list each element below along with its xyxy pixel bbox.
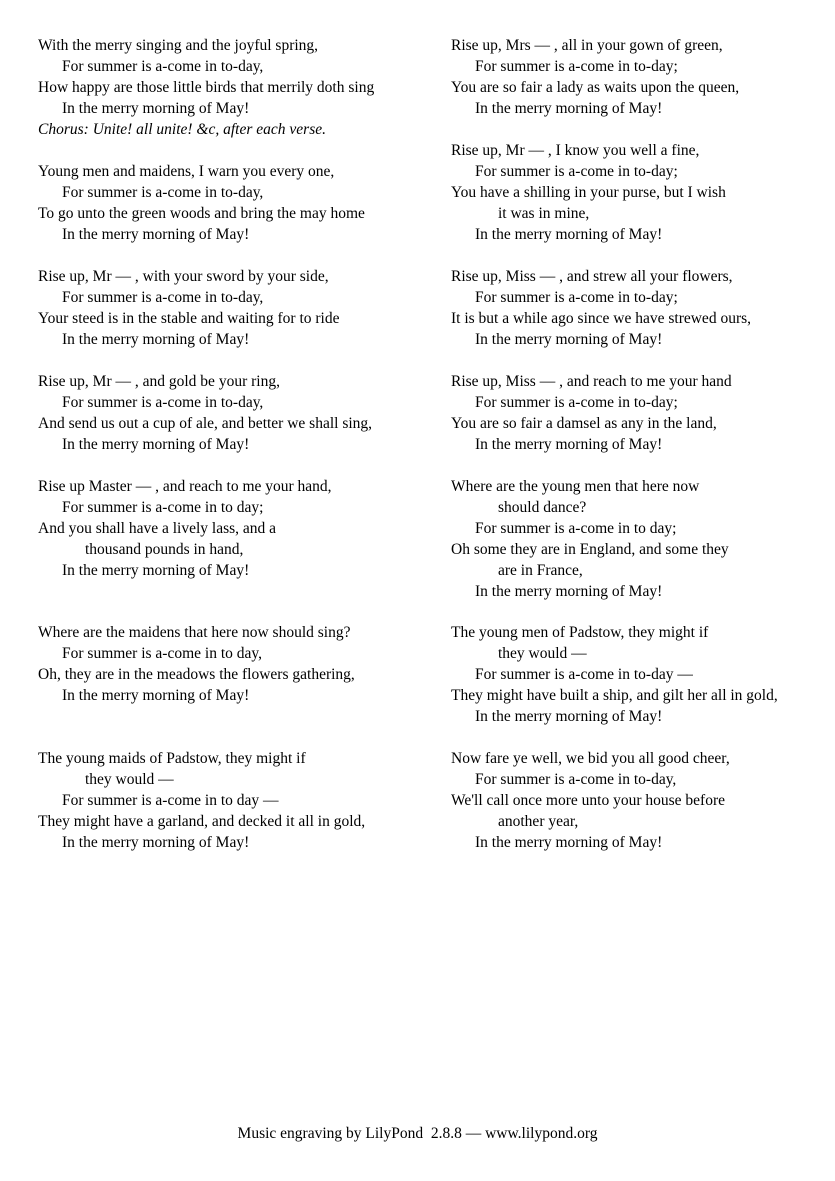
verse-line: In the merry morning of May! — [62, 687, 250, 704]
verse — [38, 371, 372, 455]
verse — [451, 622, 778, 727]
verse-line: For summer is a-come in to-day, — [62, 394, 264, 411]
verse-line: In the merry morning of May! — [475, 436, 663, 453]
verse-line: For summer is a-come in to-day; — [475, 289, 678, 306]
verse-line: Rise up, Miss — , and strew all your flowers, — [451, 268, 733, 285]
verse-line: Young men and maidens, I warn you every one, — [38, 163, 335, 180]
verse — [451, 140, 726, 245]
verse-line: In the merry morning of May! — [475, 226, 663, 243]
verse — [451, 476, 729, 602]
verse-line: For summer is a-come in to-day, — [475, 771, 677, 788]
verse-line: In the merry morning of May! — [475, 100, 663, 117]
verse — [451, 748, 730, 853]
verse-line: And you shall have a lively lass, and a — [38, 520, 277, 537]
verse-line: Rise up, Mr — , I know you well a fine, — [451, 142, 700, 159]
verse-line: should dance? — [498, 499, 587, 516]
verse-line: Rise up Master — , and reach to me your hand, — [38, 478, 332, 495]
verse-line: For summer is a-come in to-day, — [62, 289, 264, 306]
verse-line: another year, — [498, 813, 579, 830]
verse-line: it was in mine, — [498, 205, 590, 222]
verse — [38, 476, 332, 581]
verse — [38, 161, 365, 245]
verse-line: In the merry morning of May! — [475, 331, 663, 348]
verse-line: They might have a garland, and decked it all in gold, — [38, 813, 366, 830]
verse-line: In the merry morning of May! — [62, 331, 250, 348]
verse-line: How happy are those little birds that merrily doth sing — [38, 79, 375, 96]
verse — [38, 748, 365, 853]
verse-line: For summer is a-come in to day — — [62, 792, 279, 809]
verse-line: Oh some they are in England, and some they — [451, 541, 729, 558]
verse-line: In the merry morning of May! — [475, 583, 663, 600]
verse-line: are in France, — [498, 562, 583, 579]
verse-line: Now fare ye well, we bid you all good cheer, — [451, 750, 730, 767]
verse-line: they would — — [498, 645, 587, 662]
verse-line: The young maids of Padstow, they might if — [38, 750, 306, 767]
verse-line: Rise up, Mrs — , all in your gown of green, — [451, 37, 723, 54]
verse-line: And send us out a cup of ale, and better we shall sing, — [38, 415, 373, 432]
verse-line: Where are the young men that here now — [451, 478, 700, 495]
verse-line: For summer is a-come in to-day — — [475, 666, 693, 683]
verse-line: It is but a while ago since we have strewed ours, — [451, 310, 752, 327]
verse — [451, 35, 739, 119]
verse-line: Rise up, Mr — , with your sword by your side, — [38, 268, 329, 285]
verse — [38, 35, 374, 140]
verse-line: In the merry morning of May! — [62, 100, 250, 117]
verse-line: For summer is a-come in to-day; — [475, 394, 678, 411]
verse-line: For summer is a-come in to-day, — [62, 58, 264, 75]
verse-line: Oh, they are in the meadows the flowers gathering, — [38, 666, 355, 683]
verse-line: In the merry morning of May! — [475, 834, 663, 851]
verse-line: In the merry morning of May! — [62, 834, 250, 851]
chorus-note-line: Chorus: Unite! all unite! &c, after each verse. — [38, 121, 326, 138]
verse-line: In the merry morning of May! — [62, 436, 250, 453]
verse-line: Where are the maidens that here now should sing? — [38, 624, 351, 641]
verse — [38, 266, 340, 350]
verse-line: They might have built a ship, and gilt her all in gold, — [451, 687, 778, 704]
engraving-credit: Music engraving by LilyPond 2.8.8 — www.lilypond.org — [237, 1125, 598, 1142]
verse-line: You have a shilling in your purse, but I wish — [451, 184, 726, 201]
verse-line: Rise up, Miss — , and reach to me your hand — [451, 373, 732, 390]
verse-line: For summer is a-come in to day, — [62, 645, 263, 662]
verse-line: For summer is a-come in to-day; — [475, 163, 678, 180]
verse — [38, 622, 355, 706]
verse-line: they would — — [85, 771, 174, 788]
verse-line: With the merry singing and the joyful spring, — [38, 37, 319, 54]
verse-line: Your steed is in the stable and waiting for to ride — [38, 310, 340, 327]
verse-line: Rise up, Mr — , and gold be your ring, — [38, 373, 280, 390]
verse-line: For summer is a-come in to-day; — [475, 58, 678, 75]
verse-line: For summer is a-come in to day; — [475, 520, 677, 537]
verse — [451, 371, 732, 455]
verse-line: To go unto the green woods and bring the may home — [38, 205, 365, 222]
verse-line: You are so fair a damsel as any in the land, — [451, 415, 717, 432]
verse-line: In the merry morning of May! — [62, 562, 250, 579]
verse-line: We'll call once more unto your house before — [451, 792, 725, 809]
verse-line: In the merry morning of May! — [62, 226, 250, 243]
verse-line: For summer is a-come in to-day, — [62, 184, 264, 201]
verse-line: thousand pounds in hand, — [85, 541, 244, 558]
verse-line: For summer is a-come in to day; — [62, 499, 264, 516]
verse-line: You are so fair a lady as waits upon the queen, — [451, 79, 740, 96]
verse — [451, 266, 751, 350]
verse-line: The young men of Padstow, they might if — [451, 624, 709, 641]
verse-line: In the merry morning of May! — [475, 708, 663, 725]
